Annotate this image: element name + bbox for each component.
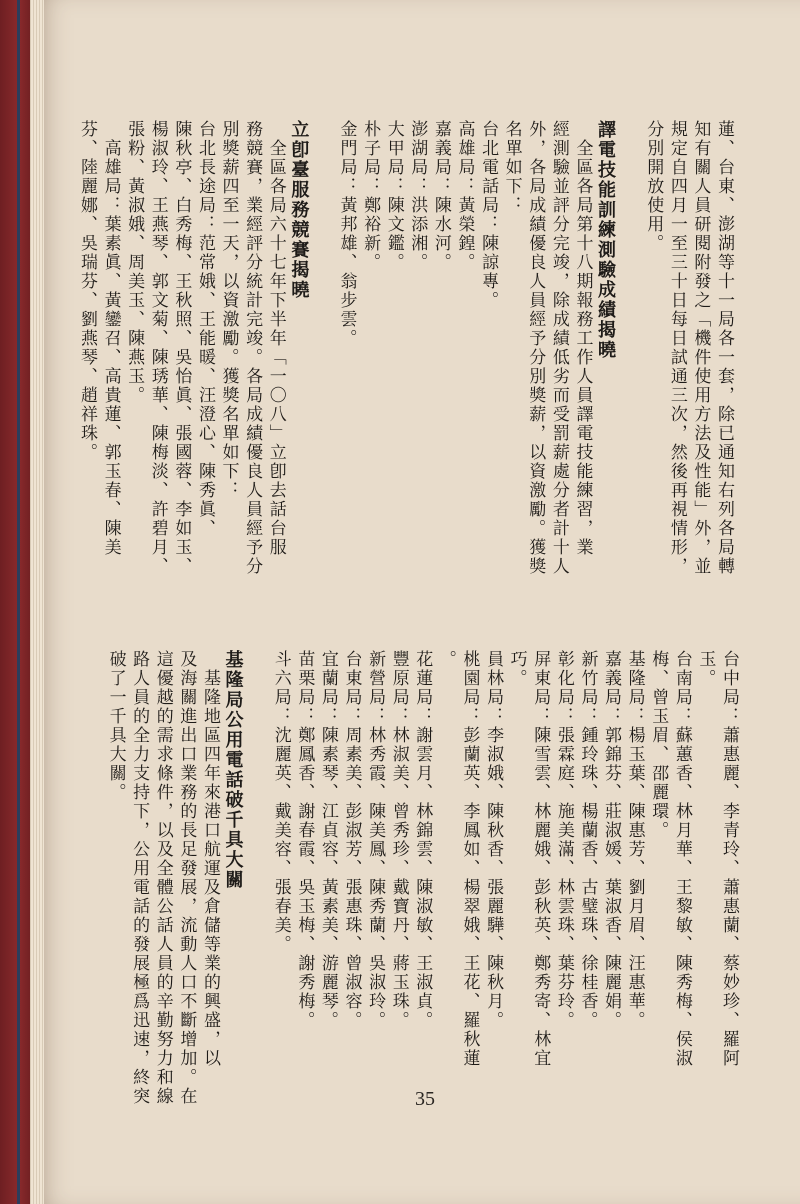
text-line: 宜蘭局：陳素琴、江貞容、黃素美、游麗琴。 [317, 650, 338, 1030]
text-line: 台東局：周素美、彭淑芳、張惠珠、曾淑容。 [341, 650, 362, 1030]
section-title: 譯電技能訓練測驗成績揭曉 [595, 120, 617, 360]
section-title: 立卽臺服務競賽揭曉 [288, 120, 310, 300]
text-line: 張粉、黃淑娥、周美玉、陳燕玉。 [124, 120, 145, 405]
text-line: 高雄局：葉素眞、黃鑾召、高貴蓮、郭玉春、陳美 [100, 120, 121, 557]
text-line: 知有關人員研閱附發之「機件使用方法及性能」外，並 [690, 120, 711, 576]
text-line: 規定自四月一至三十日每日試通三次，然後再視情形， [666, 120, 687, 576]
text-line: 經測驗並評分完竣，除成績低劣而受罰薪處分者計十人 [548, 120, 569, 576]
text-line: 朴子局：鄭裕新。 [360, 120, 381, 272]
text-line: 豐原局：林淑美、曾秀珍、戴寶丹、蔣玉珠。 [388, 650, 409, 1030]
text-line: 梅、曾玉眉、邵麗環。 [648, 650, 669, 840]
text-line: 高雄局：黃榮鍠。 [454, 120, 475, 272]
text-line: 破了一千具大關。 [105, 650, 126, 802]
text-line [310, 120, 334, 640]
text-line: 台北電話局：陳諒專。 [478, 120, 499, 310]
page-edges [30, 0, 44, 1204]
text-line: 嘉義局：陳水河。 [430, 120, 451, 272]
text-line: 楊淑玲、王燕琴、郭文菊、陳琇華、陳梅淡、許碧月、 [147, 120, 168, 576]
text-line: 新營局：林秀霞、陳美鳳、陳秀蘭、吳淑玲。 [365, 650, 386, 1030]
text-line: 。 [435, 650, 456, 669]
text-line [245, 650, 269, 1070]
text-line: 花蓮局：謝雲月、林錦雲、陳淑敏、王淑貞。 [412, 650, 433, 1030]
text-line: 芬、陸麗娜、吳瑞芬、劉燕琴、趙祥珠。 [76, 120, 97, 462]
text-line: 嘉義局：郭錦芬、莊淑媛、葉淑香、陳麗娟。 [601, 650, 622, 1030]
text-line: 這優越的需求條件，以及全體公話人員的辛勤努力和線 [152, 650, 173, 1106]
text-line: 桃園局：彭蘭英、李鳳如、楊翠娥、王花、羅秋蓮 [459, 650, 480, 1068]
text-line: 金門局：黃邦雄、翁步雲。 [336, 120, 357, 348]
text-line: 基隆地區四年來港口航運及倉儲等業的興盛，以 [199, 650, 220, 1068]
text-line: 蓮、台東、澎湖等十一局各一套，除已通知右列各局轉 [714, 120, 734, 576]
text-line: 巧。 [506, 650, 527, 688]
page-number: 35 [415, 1088, 435, 1110]
text-line: 別獎薪四至一天，以資激勵。獲獎名單如下： [218, 120, 239, 500]
top-text-block [74, 120, 735, 640]
text-line: 台北長途局：范常娥、王能暖、汪澄心、陳秀眞、 [194, 120, 215, 538]
text-line: 苗栗局：鄭鳳香、謝春霞、吳玉梅、謝秀梅。 [294, 650, 315, 1030]
text-line: 斗六局：沈麗英、戴美容、張春美。 [270, 650, 291, 954]
text-line: 玉。 [695, 650, 716, 688]
text-line: 屏東局：陳雪雲、林麗娥、彭秋英、鄭秀寄、林宜 [530, 650, 551, 1068]
text-line [617, 120, 641, 640]
text-line: 新竹局：鍾玲珠、楊蘭香、古璧珠、徐桂香。 [577, 650, 598, 1030]
text-line: 基隆局：楊玉葉、陳惠芳、劉月眉、汪惠華。 [624, 650, 645, 1030]
text-line: 彰化局：張霖庭、施美滿、林雲珠、葉芬玲。 [553, 650, 574, 1030]
text-line: 全區各局第十八期報務工作人員譯電技能練習，業 [572, 120, 593, 557]
text-line: 外，各局成績優良人員經予分別獎薪，以資激勵。獲獎 [525, 120, 546, 576]
text-line: 台南局：蘇蕙香、林月華、王黎敏、陳秀梅、侯淑 [671, 650, 692, 1068]
text-line: 澎湖局：洪添湘。 [407, 120, 428, 272]
section-title: 基隆局公用電話破千具大關 [222, 650, 244, 890]
text-line: 務競賽，業經評分統計完竣。各局成績優良人員經予分 [242, 120, 263, 576]
text-line: 台中局：蕭惠麗、李青玲、蕭惠蘭、蔡妙珍、羅阿 [719, 650, 739, 1068]
text-line: 及海關進出口業務的長足發展，流動人口不斷增加。在 [176, 650, 197, 1106]
text-line: 員林局：李淑娥、陳秋香、張麗驊、陳秋月。 [483, 650, 504, 1030]
text-line: 名單如下： [501, 120, 522, 215]
text-line: 大甲局：陳文鑑。 [383, 120, 404, 272]
text-line: 路人員的全力支持下，公用電話的發展極爲迅速，終突 [129, 650, 150, 1106]
text-line: 全區各局六十七年下半年「一〇八」立卽去話台服 [265, 120, 286, 557]
text-line: 分別開放使用。 [643, 120, 664, 253]
binding-stitch [17, 0, 20, 1204]
text-line: 陳秋亭、白秀梅、王秋照、吳怡眞、張國蓉、李如玉、 [171, 120, 192, 576]
